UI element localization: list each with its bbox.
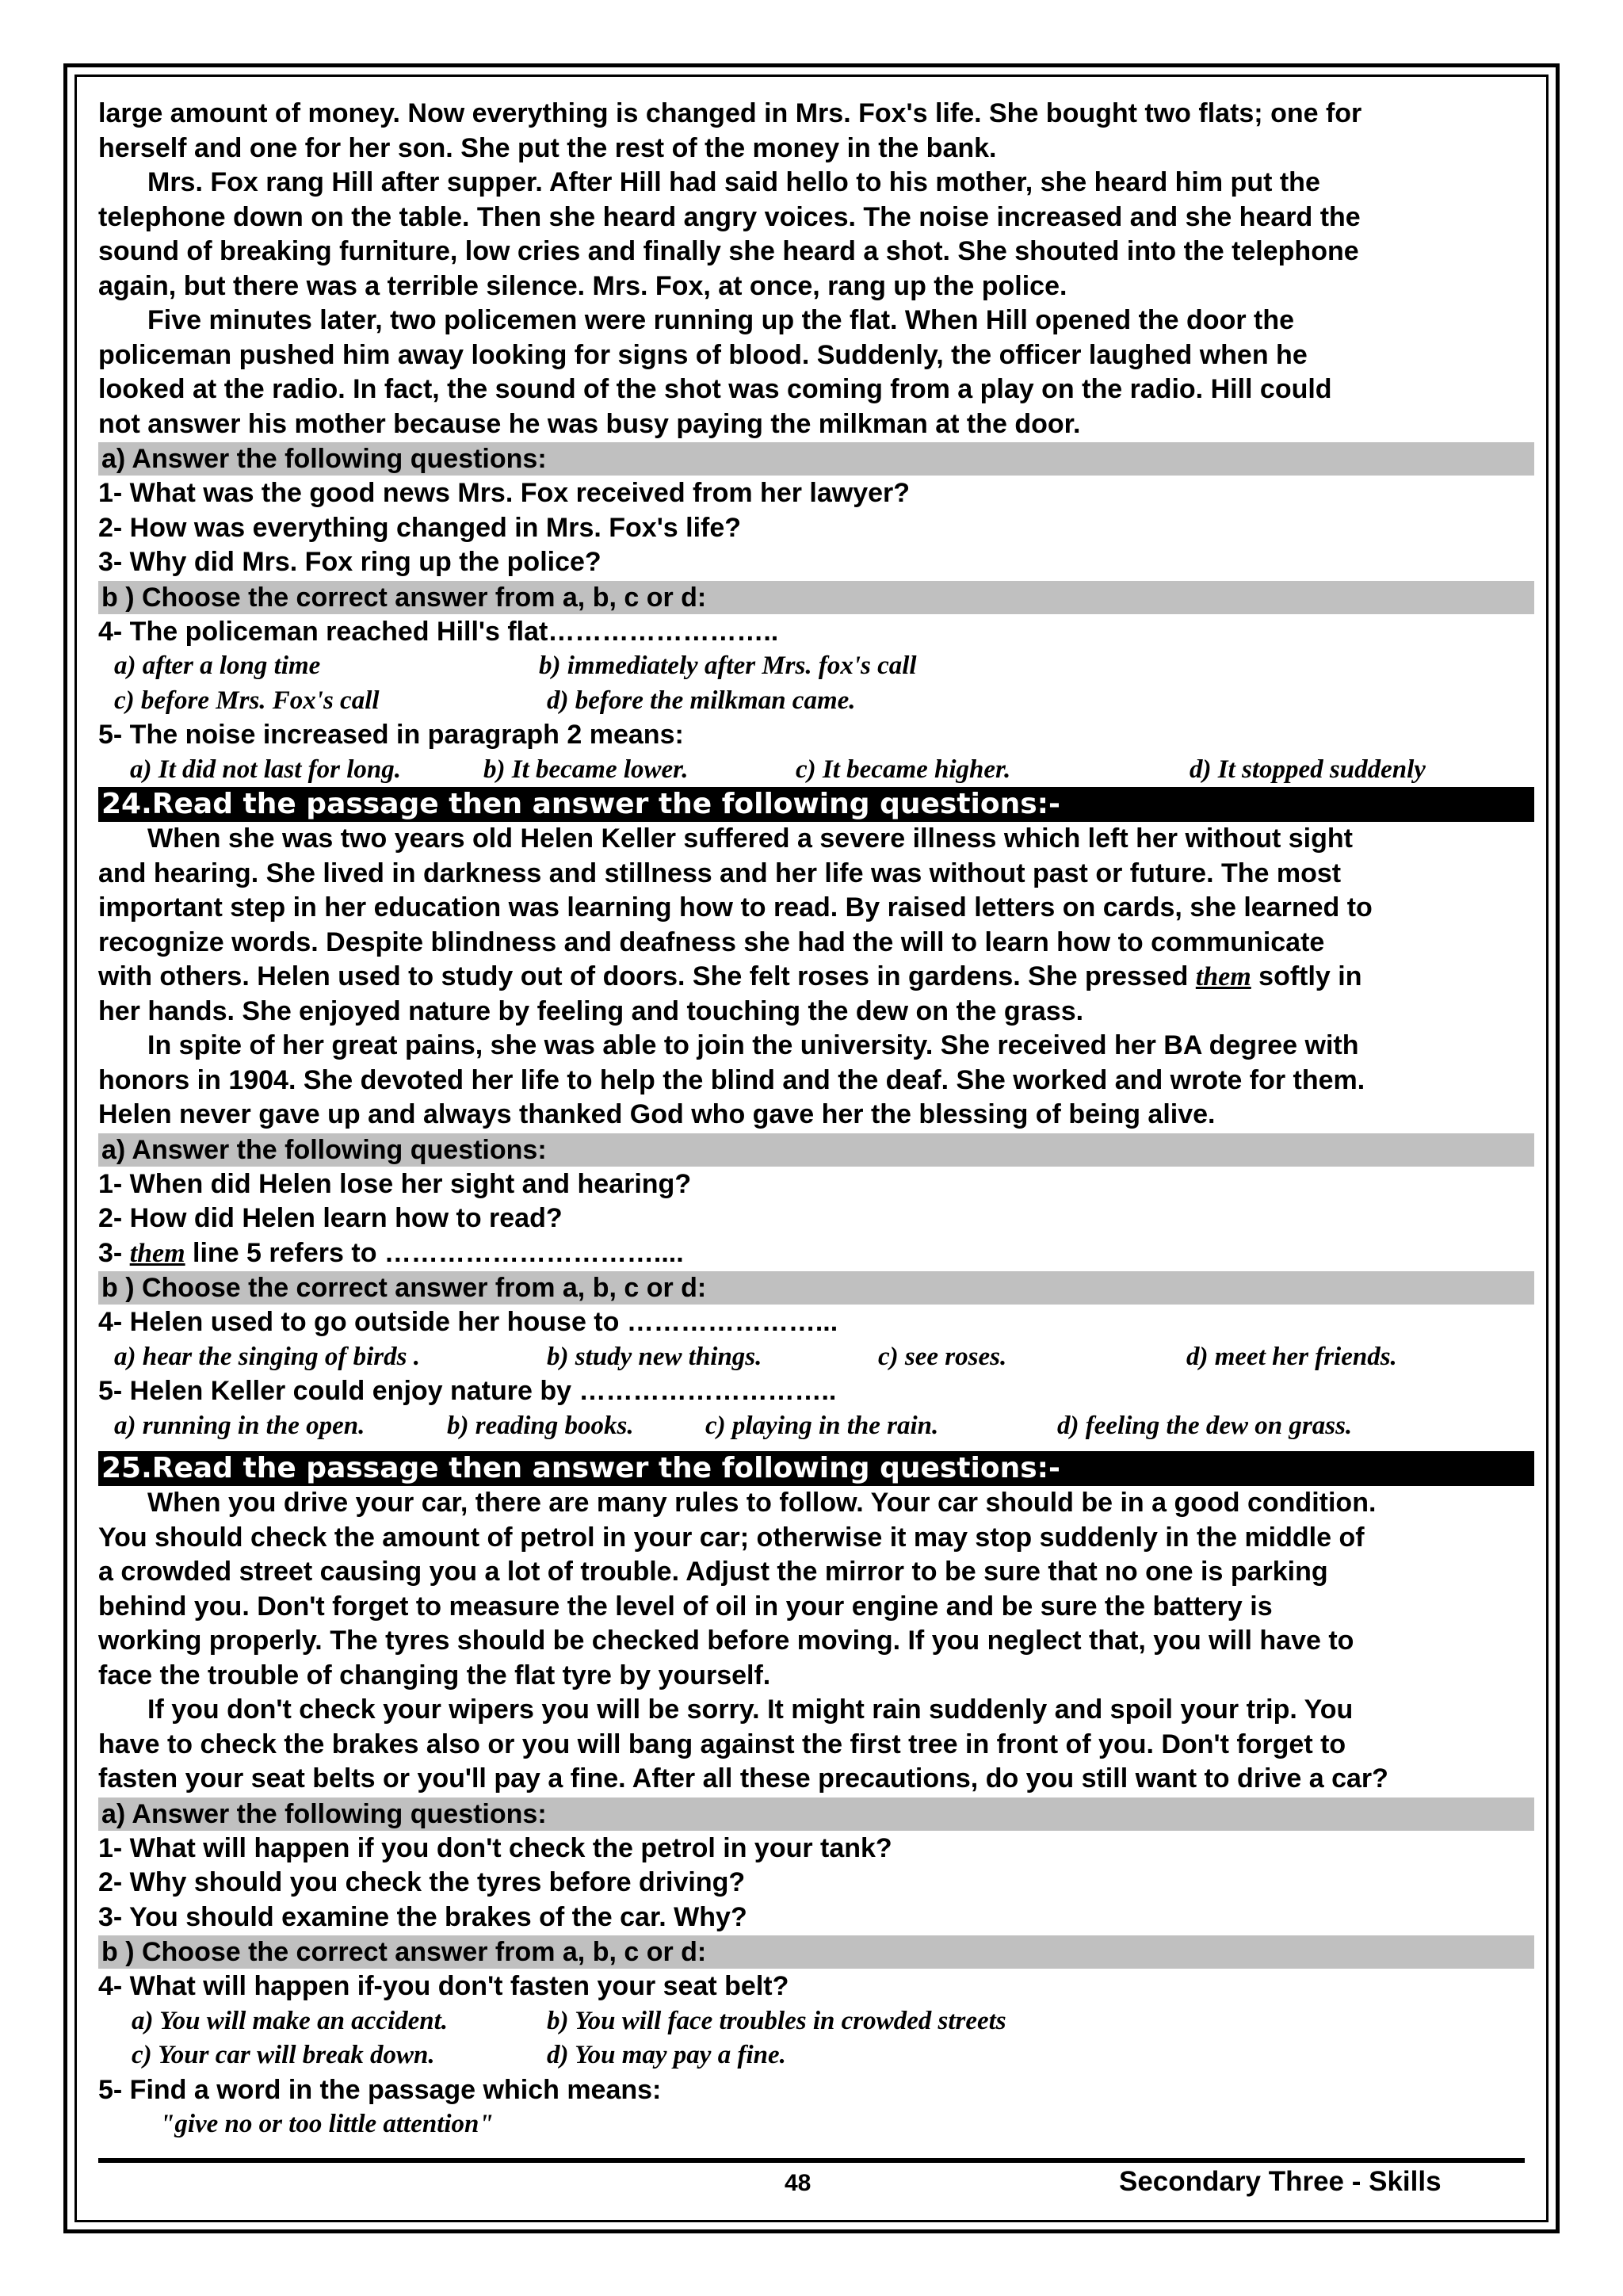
option-b: b) You will face troubles in crowded streets [547, 2006, 1006, 2035]
question-4: 4- What will happen if-you don't fasten your seat belt? [98, 1971, 789, 2001]
section-a-heading: a) Answer the following questions: [98, 1133, 1534, 1167]
option-a: a) hear the singing of birds . [114, 1342, 420, 1371]
question-number: 3- [98, 1237, 130, 1268]
section-b-heading: b ) Choose the correct answer from a, b, c or d: [98, 581, 1534, 614]
line-text: softly in [1251, 961, 1362, 991]
footer-divider [98, 2158, 1525, 2163]
passage-line: her hands. She enjoyed nature by feeling and touching the dew on the grass. [98, 995, 1084, 1026]
question-3: 3- Why did Mrs. Fox ring up the police? [98, 547, 601, 577]
passage-line: looked at the radio. In fact, the sound of the shot was coming from a play on the radio. Hill could [98, 374, 1332, 404]
passage-line: In spite of her great pains, she was able to join the university. She received her BA degree with [147, 1030, 1359, 1060]
question-4-options-row2 [98, 2038, 1534, 2073]
question-3 [98, 1236, 1534, 1271]
passage-line: face the trouble of changing the flat tyre by yourself. [98, 1660, 771, 1690]
question-2: 2- Why should you check the tyres before driving? [98, 1867, 746, 1897]
question-3: 3- You should examine the brakes of the car. Why? [98, 1901, 747, 1932]
question-4-options-row1 [98, 649, 1534, 684]
underlined-word-them: them [129, 1238, 185, 1268]
page-content [98, 97, 1534, 2142]
passage-line: When she was two years old Helen Keller suffered a severe illness which left her without sight [147, 823, 1353, 854]
question-4-options [98, 1340, 1534, 1375]
passage-24 [98, 822, 1534, 1133]
passage-line: working properly. The tyres should be checked before moving. If you neglect that, you will have to [98, 1626, 1354, 1656]
passage-line: a crowded street causing you a lot of trouble. Adjust the mirror to be sure that no one is parking [98, 1557, 1328, 1587]
passage-line: and hearing. She lived in darkness and stillness and her life was without past or future. The most [98, 858, 1342, 888]
definition-text: "give no or too little attention" [160, 2110, 494, 2138]
option-b: b) It became lower. [483, 755, 689, 784]
option-c: c) Your car will break down. [132, 2041, 435, 2069]
option-c: c) playing in the rain. [705, 1411, 939, 1440]
option-d: d) It stopped suddenly [1190, 755, 1426, 784]
passage-line: sound of breaking furniture, low cries and finally she heard a shot. She shouted into the telephone [98, 236, 1359, 266]
option-d: d) You may pay a fine. [547, 2041, 786, 2069]
passage-line: When you drive your car, there are many rules to follow. Your car should be in a good condition. [147, 1488, 1377, 1518]
passage-line: policeman pushed him away looking for signs of blood. Suddenly, the officer laughed when he [98, 339, 1308, 370]
passage-25 [98, 1486, 1534, 1797]
passage-line: behind you. Don't forget to measure the level of oil in your engine and be sure the battery is [98, 1591, 1273, 1622]
question-5-options [98, 1409, 1534, 1444]
option-b: b) reading books. [447, 1411, 634, 1440]
passage-line: herself and one for her son. She put the rest of the money in the bank. [98, 132, 997, 163]
line-text: with others. Helen used to study out of doors. She felt roses in gardens. She pressed [98, 961, 1196, 991]
question-4-options-row2 [98, 684, 1534, 719]
question-1: 1- What was the good news Mrs. Fox received from her lawyer? [98, 478, 911, 508]
question-5-options [98, 753, 1534, 788]
option-c: c) see roses. [878, 1342, 1007, 1371]
passage-line: You should check the amount of petrol in your car; otherwise it may stop suddenly in the middle of [98, 1522, 1365, 1553]
question-text: line 5 refers to ………………………….... [185, 1237, 684, 1268]
option-d: d) meet her friends. [1186, 1342, 1397, 1371]
option-c: c) It became higher. [796, 755, 1011, 784]
spacer [98, 1443, 1534, 1451]
passage-line: Five minutes later, two policemen were running up the flat. When Hill opened the door the [147, 305, 1295, 335]
passage-line: telephone down on the table. Then she heard angry voices. The noise increased and she heard the [98, 201, 1361, 232]
question-5: 5- Helen Keller could enjoy nature by ……………………….. [98, 1376, 837, 1406]
option-d: d) feeling the dew on grass. [1057, 1411, 1353, 1440]
option-d: d) before the milkman came. [547, 686, 856, 715]
option-b: b) study new things. [547, 1342, 762, 1371]
passage-24-header: 24.Read the passage then answer the following questions:- [98, 787, 1534, 822]
option-a: a) after a long time [114, 651, 321, 680]
section-b-heading: b ) Choose the correct answer from a, b, c or d: [98, 1935, 1534, 1969]
option-a: a) running in the open. [114, 1411, 365, 1440]
passage-line: again, but there was a terrible silence. Mrs. Fox, at once, rang up the police. [98, 270, 1067, 301]
passage-23 [98, 97, 1534, 441]
passage-line: fasten your seat belts or you'll pay a fine. After all these precautions, do you still want to drive a car? [98, 1763, 1388, 1794]
option-a: a) It did not last for long. [130, 755, 401, 784]
question-2: 2- How was everything changed in Mrs. Fox's life? [98, 512, 742, 543]
footer-label: Secondary Three - Skills [1119, 2166, 1442, 2197]
question-5: 5- Find a word in the passage which means: [98, 2074, 662, 2105]
question-4-options-row1 [98, 2004, 1534, 2039]
option-a: a) You will make an accident. [132, 2006, 449, 2035]
passage-line: If you don't check your wipers you will be sorry. It might rain suddenly and spoil your trip. You [147, 1694, 1354, 1725]
option-c: c) before Mrs. Fox's call [114, 686, 380, 715]
option-b: b) immediately after Mrs. fox's call [539, 651, 917, 680]
page-number: 48 [785, 2170, 812, 2196]
passage-line: honors in 1904. She devoted her life to help the blind and the deaf. She worked and wrote for them. [98, 1064, 1365, 1095]
passage-line [98, 960, 1534, 995]
section-a-heading: a) Answer the following questions: [98, 1797, 1534, 1831]
question-5-definition [98, 2107, 1534, 2142]
passage-line: have to check the brakes also or you will bang against the first tree in front of you. Don't forget to [98, 1729, 1346, 1759]
underlined-word-them: them [1195, 962, 1251, 991]
passage-25-header: 25.Read the passage then answer the following questions:- [98, 1451, 1534, 1486]
question-4: 4- The policeman reached Hill's flat…………………….. [98, 616, 779, 647]
section-b-heading: b ) Choose the correct answer from a, b, c or d: [98, 1271, 1534, 1305]
passage-line: important step in her education was learning how to read. By raised letters on cards, she learned to [98, 892, 1373, 923]
question-4: 4- Helen used to go outside her house to …………………... [98, 1307, 838, 1337]
question-1: 1- What will happen if you don't check the petrol in your tank? [98, 1832, 892, 1863]
question-5: 5- The noise increased in paragraph 2 means: [98, 720, 684, 750]
section-a-heading: a) Answer the following questions: [98, 442, 1534, 476]
passage-line: Helen never gave up and always thanked God who gave her the blessing of being alive. [98, 1099, 1216, 1129]
passage-line: Mrs. Fox rang Hill after supper. After Hill had said hello to his mother, she heard him put the [147, 167, 1320, 197]
question-1: 1- When did Helen lose her sight and hearing? [98, 1168, 692, 1199]
passage-line: large amount of money. Now everything is changed in Mrs. Fox's life. She bought two flats; one for [98, 98, 1362, 128]
passage-line: not answer his mother because he was busy paying the milkman at the door. [98, 408, 1081, 439]
passage-line: recognize words. Despite blindness and deafness she had the will to learn how to communicate [98, 926, 1325, 957]
question-2: 2- How did Helen learn how to read? [98, 1203, 563, 1233]
